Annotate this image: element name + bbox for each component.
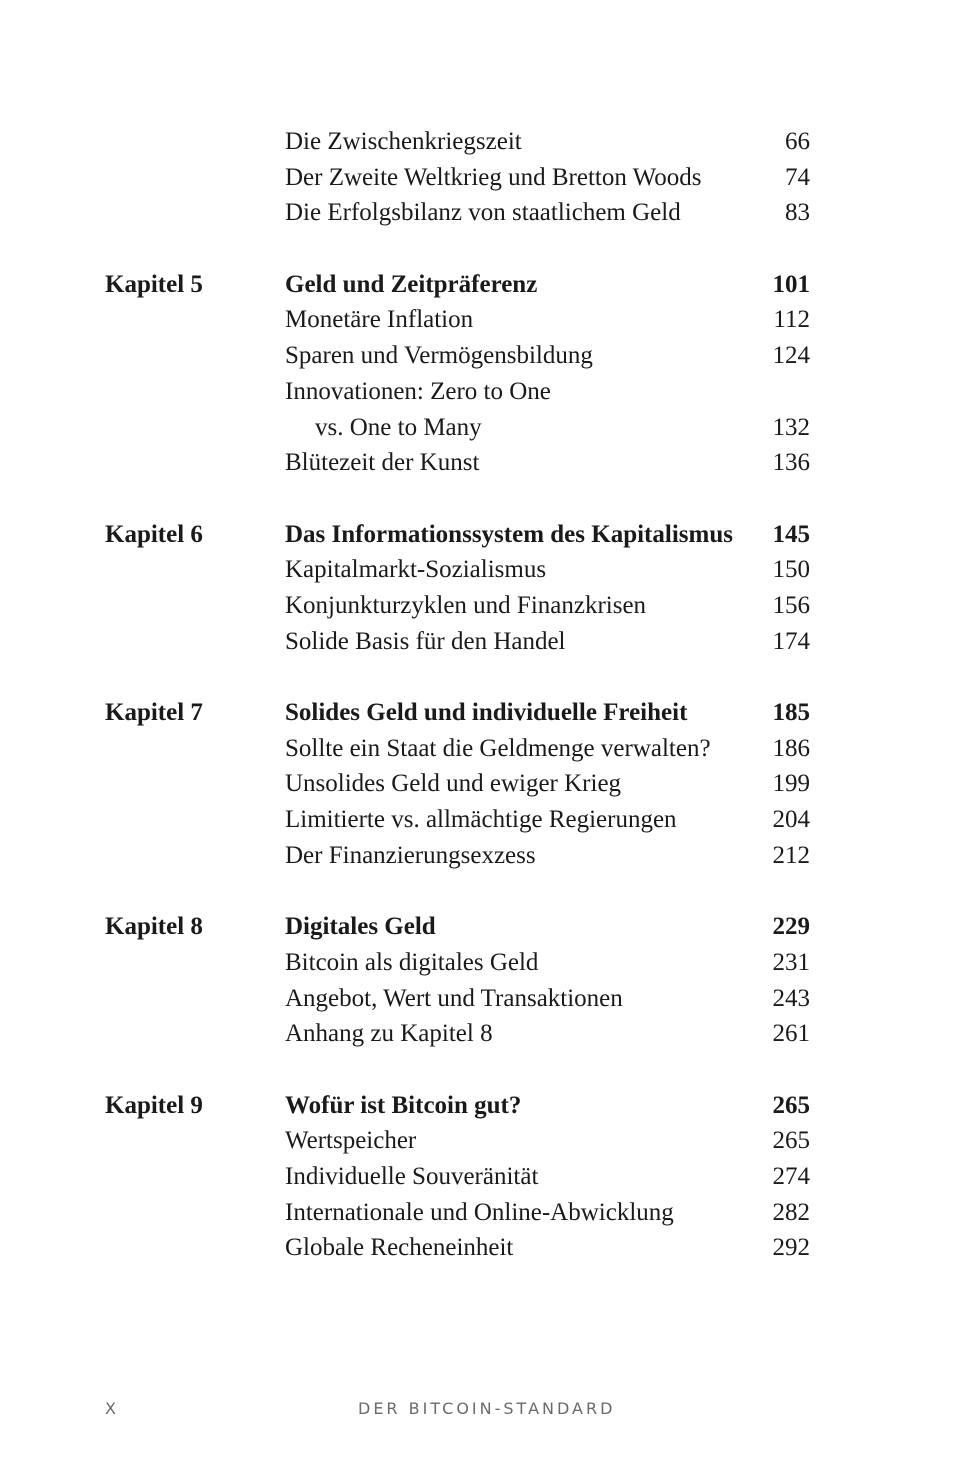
toc-entry-page: 186: [772, 734, 810, 762]
chapter-page: 185: [772, 699, 810, 726]
toc-entry-title: Kapitalmarkt-Sozialismus: [285, 556, 547, 584]
toc-entry-title: Angebot, Wert und Transaktionen: [285, 984, 623, 1012]
toc-entry-title: Limitierte vs. allmächtige Regierungen: [285, 806, 677, 834]
toc-entry-page: 174: [772, 627, 810, 655]
toc-entry-title: Innovationen: Zero to One: [285, 377, 551, 405]
toc-entry-page: 74: [785, 163, 810, 191]
toc-entry-page: 66: [785, 128, 810, 155]
toc-entry: [0, 1230, 971, 1266]
toc-entry: [0, 374, 971, 410]
chapter-label: Kapitel 9: [105, 1091, 203, 1119]
toc-entry: [0, 410, 971, 446]
table-of-contents: [0, 124, 971, 1266]
toc-entry: [0, 731, 971, 767]
toc-entry: [0, 766, 971, 802]
toc-entry-page: 274: [772, 1162, 810, 1190]
toc-entry-page: 204: [772, 806, 810, 834]
toc-entry-title: vs. One to Many: [315, 413, 482, 441]
toc-entry-title: Bitcoin als digitales Geld: [285, 948, 539, 976]
spacer: [0, 1052, 971, 1088]
toc-chapter-heading: [0, 267, 971, 303]
chapter-title: Digitales Geld: [285, 913, 436, 941]
toc-entry-page: 83: [785, 199, 810, 227]
toc-entry-title: Blütezeit der Kunst: [285, 449, 480, 477]
toc-entry-page: 156: [772, 591, 810, 619]
toc-entry-page: 265: [772, 1127, 810, 1155]
toc-entry-title: Anhang zu Kapitel 8: [285, 1020, 493, 1048]
spacer: [0, 659, 971, 695]
toc-entry-title: Individuelle Souveränität: [285, 1162, 539, 1190]
toc-entry: [0, 552, 971, 588]
toc-entry-title: Monetäre Inflation: [285, 306, 474, 334]
toc-entry-title: Konjunkturzyklen und Finanzkrisen: [285, 591, 647, 619]
spacer: [0, 231, 971, 267]
page-footer: [0, 1399, 971, 1423]
toc-entry-page: 150: [772, 556, 810, 584]
running-head: DER BITCOIN-STANDARD: [358, 1399, 616, 1418]
toc-chapter-heading: [0, 1088, 971, 1124]
spacer: [0, 873, 971, 909]
chapter-label: Kapitel 8: [105, 913, 203, 941]
toc-entry-page: 261: [772, 1020, 810, 1048]
toc-entry-page: 124: [772, 342, 810, 370]
toc-chapter-heading: [0, 695, 971, 731]
toc-entry-page: 132: [772, 413, 810, 441]
chapter-label: Kapitel 5: [105, 270, 203, 298]
toc-entry-page: 243: [772, 984, 810, 1012]
toc-entry: [0, 445, 971, 481]
toc-entry: [0, 1159, 971, 1195]
toc-entry-title: Sparen und Vermögensbildung: [285, 342, 593, 370]
toc-entry: [0, 160, 971, 196]
toc-entry: [0, 981, 971, 1017]
chapter-label: Kapitel 7: [105, 699, 203, 726]
toc-entry: [0, 624, 971, 660]
chapter-page: 229: [772, 913, 810, 941]
toc-entry-page: 231: [772, 948, 810, 976]
toc-entry-title: Wertspeicher: [285, 1127, 417, 1155]
toc-entry-title: Solide Basis für den Handel: [285, 627, 566, 655]
toc-entry-page: 136: [772, 449, 810, 477]
toc-entry: [0, 1123, 971, 1159]
toc-entry: [0, 124, 971, 160]
toc-entry: [0, 338, 971, 374]
toc-entry: [0, 1195, 971, 1231]
toc-entry-title: Unsolides Geld und ewiger Krieg: [285, 770, 622, 798]
toc-entry-title: Globale Recheneinheit: [285, 1234, 514, 1262]
toc-entry: [0, 195, 971, 231]
toc-entry-title: Internationale und Online-Abwicklung: [285, 1198, 674, 1226]
toc-chapter-heading: [0, 909, 971, 945]
toc-entry-title: Die Erfolgsbilanz von staatlichem Geld: [285, 199, 681, 227]
page-number: X: [105, 1399, 119, 1418]
chapter-page: 265: [772, 1091, 810, 1119]
toc-entry-page: 212: [772, 841, 810, 869]
toc-entry: [0, 802, 971, 838]
chapter-title: Geld und Zeitpräferenz: [285, 270, 538, 298]
chapter-title: Das Informationssystem des Kapitalismus: [285, 520, 733, 548]
toc-entry: [0, 588, 971, 624]
toc-entry-title: Der Finanzierungsexzess: [285, 841, 536, 869]
toc-entry-page: 199: [772, 770, 810, 798]
toc-entry-page: 112: [773, 306, 810, 334]
toc-entry: [0, 945, 971, 981]
chapter-title: Wofür ist Bitcoin gut?: [285, 1091, 522, 1119]
chapter-title: Solides Geld und individuelle Freiheit: [285, 699, 688, 726]
toc-entry-title: Der Zweite Weltkrieg und Bretton Woods: [285, 163, 702, 191]
toc-entry-title: Sollte ein Staat die Geldmenge verwalten?: [285, 734, 711, 762]
spacer: [0, 481, 971, 517]
chapter-page: 101: [772, 270, 810, 298]
toc-entry: [0, 302, 971, 338]
toc-entry: [0, 1016, 971, 1052]
toc-entry-page: 292: [772, 1234, 810, 1262]
toc-chapter-heading: [0, 517, 971, 553]
toc-entry: [0, 838, 971, 874]
toc-entry-title: Die Zwischenkriegszeit: [285, 128, 522, 155]
chapter-page: 145: [772, 520, 810, 548]
chapter-label: Kapitel 6: [105, 520, 203, 548]
toc-entry-page: 282: [772, 1198, 810, 1226]
